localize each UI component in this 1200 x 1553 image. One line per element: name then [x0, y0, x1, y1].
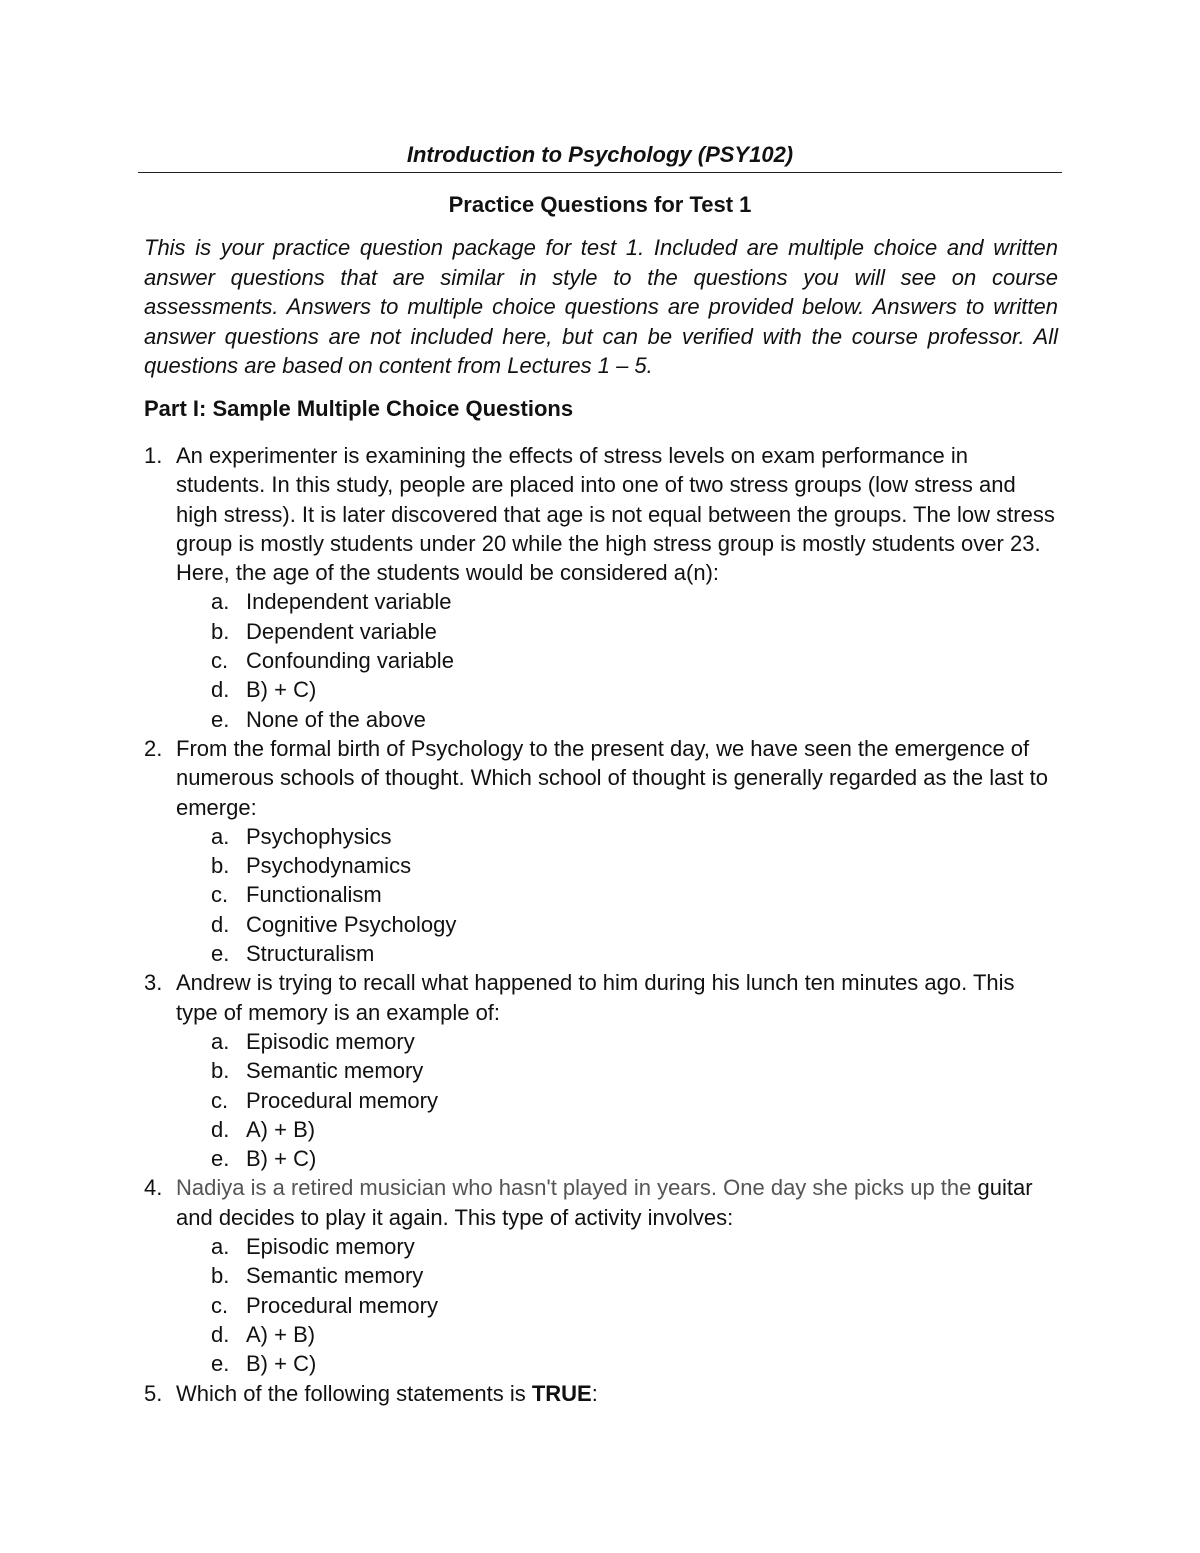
option-letter: c.: [211, 648, 229, 674]
option-letter: a.: [211, 823, 230, 849]
option-2c: [0, 880, 1200, 909]
option-text: Procedural memory: [246, 1292, 438, 1318]
question-text-tail: :: [591, 1380, 598, 1406]
option-text: B) + C): [246, 1146, 317, 1172]
document-subtitle: Practice Questions for Test 1: [448, 192, 752, 217]
option-letter: d.: [211, 677, 230, 703]
option-text: Episodic memory: [246, 1234, 415, 1260]
part-heading: Part I: Sample Multiple Choice Questions: [144, 396, 574, 421]
question-number: 2.: [144, 735, 163, 761]
question-text: [176, 1173, 1058, 1232]
option-text: None of the above: [246, 706, 426, 732]
question-text-lead: Nadiya is a retired musician who hasn't played in years. One day she picks up the: [176, 1175, 972, 1201]
option-text: Semantic memory: [246, 1263, 424, 1289]
option-text: Psychophysics: [246, 823, 392, 849]
option-letter: b.: [211, 618, 230, 644]
option-letter: a.: [211, 1234, 230, 1260]
option-letter: c.: [211, 1087, 229, 1113]
question-4: [0, 1173, 1058, 1232]
option-1e: [0, 705, 1200, 734]
option-3b: [0, 1056, 1200, 1085]
question-list: [0, 441, 1200, 1408]
option-1b: [0, 617, 1200, 646]
question-3: [0, 968, 1058, 1027]
question-5: [0, 1379, 1058, 1408]
option-text: A) + B): [246, 1116, 316, 1142]
option-text: Procedural memory: [246, 1087, 438, 1113]
option-text: Confounding variable: [246, 648, 454, 674]
option-2a: [0, 822, 1200, 851]
option-text: Episodic memory: [246, 1028, 415, 1054]
question-text-main: Which of the following statements is: [176, 1380, 526, 1406]
option-text: Cognitive Psychology: [246, 911, 457, 937]
option-3c: [0, 1086, 1200, 1115]
option-4c: [0, 1291, 1200, 1320]
option-letter: a.: [211, 589, 230, 615]
option-letter: b.: [211, 1058, 230, 1084]
question-1: [0, 441, 1058, 587]
option-letter: b.: [211, 1263, 230, 1289]
option-1d: [0, 675, 1200, 704]
question-text: An experimenter is examining the effects of stress levels on exam performance in students. In this study, people are placed into one of two stress groups (low stress and high stress). It is later discovered that age is not equal between the groups. The low stress group is mostly students under 20 while the high stress group is mostly students over 23. Here, the age of the students would be considered a(n):: [176, 443, 1055, 586]
option-3e: [0, 1144, 1200, 1173]
question-number: 1.: [144, 443, 163, 468]
option-text: Semantic memory: [246, 1058, 424, 1084]
option-text: B) + C): [246, 677, 317, 703]
option-4a: [0, 1232, 1200, 1261]
option-letter: c.: [211, 1292, 229, 1318]
question-number: 3.: [144, 970, 163, 996]
option-1a: [0, 587, 1200, 616]
header-divider: [138, 172, 1062, 173]
option-text: Independent variable: [246, 589, 452, 615]
option-letter: d.: [211, 1321, 230, 1347]
option-2d: [0, 910, 1200, 939]
course-title: Introduction to Psychology (PSY102): [406, 142, 794, 167]
option-letter: d.: [211, 1116, 230, 1142]
question-text-rest: guitar and decides to play it again. This type of activity involves:: [176, 1175, 1033, 1230]
question-text: [176, 1379, 1058, 1408]
option-text: Psychodynamics: [246, 853, 412, 879]
option-letter: e.: [211, 941, 230, 967]
option-2e: [0, 939, 1200, 968]
question-text: Andrew is trying to recall what happened to him during his lunch ten minutes ago. This type of memory is an example of:: [176, 970, 1015, 1025]
option-letter: e.: [211, 1351, 230, 1377]
option-text: Functionalism: [246, 882, 382, 908]
option-letter: d.: [211, 911, 230, 937]
option-letter: e.: [211, 1146, 230, 1172]
option-letter: a.: [211, 1028, 230, 1054]
option-text: Dependent variable: [246, 618, 437, 644]
question-text: From the formal birth of Psychology to the present day, we have seen the emergence of numerous schools of thought. Which school of thought is generally regarded as the last to emerge:: [176, 735, 1048, 820]
option-4d: [0, 1320, 1200, 1349]
option-2b: [0, 851, 1200, 880]
option-4b: [0, 1261, 1200, 1290]
intro-paragraph: This is your practice question package for test 1. Included are multiple choice and written answer questions that are similar in style to the questions you will see on course assessments. Answers to multiple choice questions are provided below. Answers to written answer questions are not included here, but can be verified with the course professor. All questions are based on content from Lectures 1 – 5.: [144, 235, 1058, 379]
option-letter: e.: [211, 706, 230, 732]
option-letter: b.: [211, 853, 230, 879]
question-2: [0, 734, 1058, 822]
option-3a: [0, 1027, 1200, 1056]
question-number: 4.: [144, 1175, 163, 1201]
option-text: Structuralism: [246, 941, 375, 967]
option-1c: [0, 646, 1200, 675]
option-4e: [0, 1349, 1200, 1378]
question-number: 5.: [144, 1380, 163, 1406]
option-3d: [0, 1115, 1200, 1144]
option-text: B) + C): [246, 1351, 317, 1377]
emphasis-true: TRUE: [531, 1380, 592, 1406]
option-letter: c.: [211, 882, 229, 908]
option-text: A) + B): [246, 1321, 316, 1347]
